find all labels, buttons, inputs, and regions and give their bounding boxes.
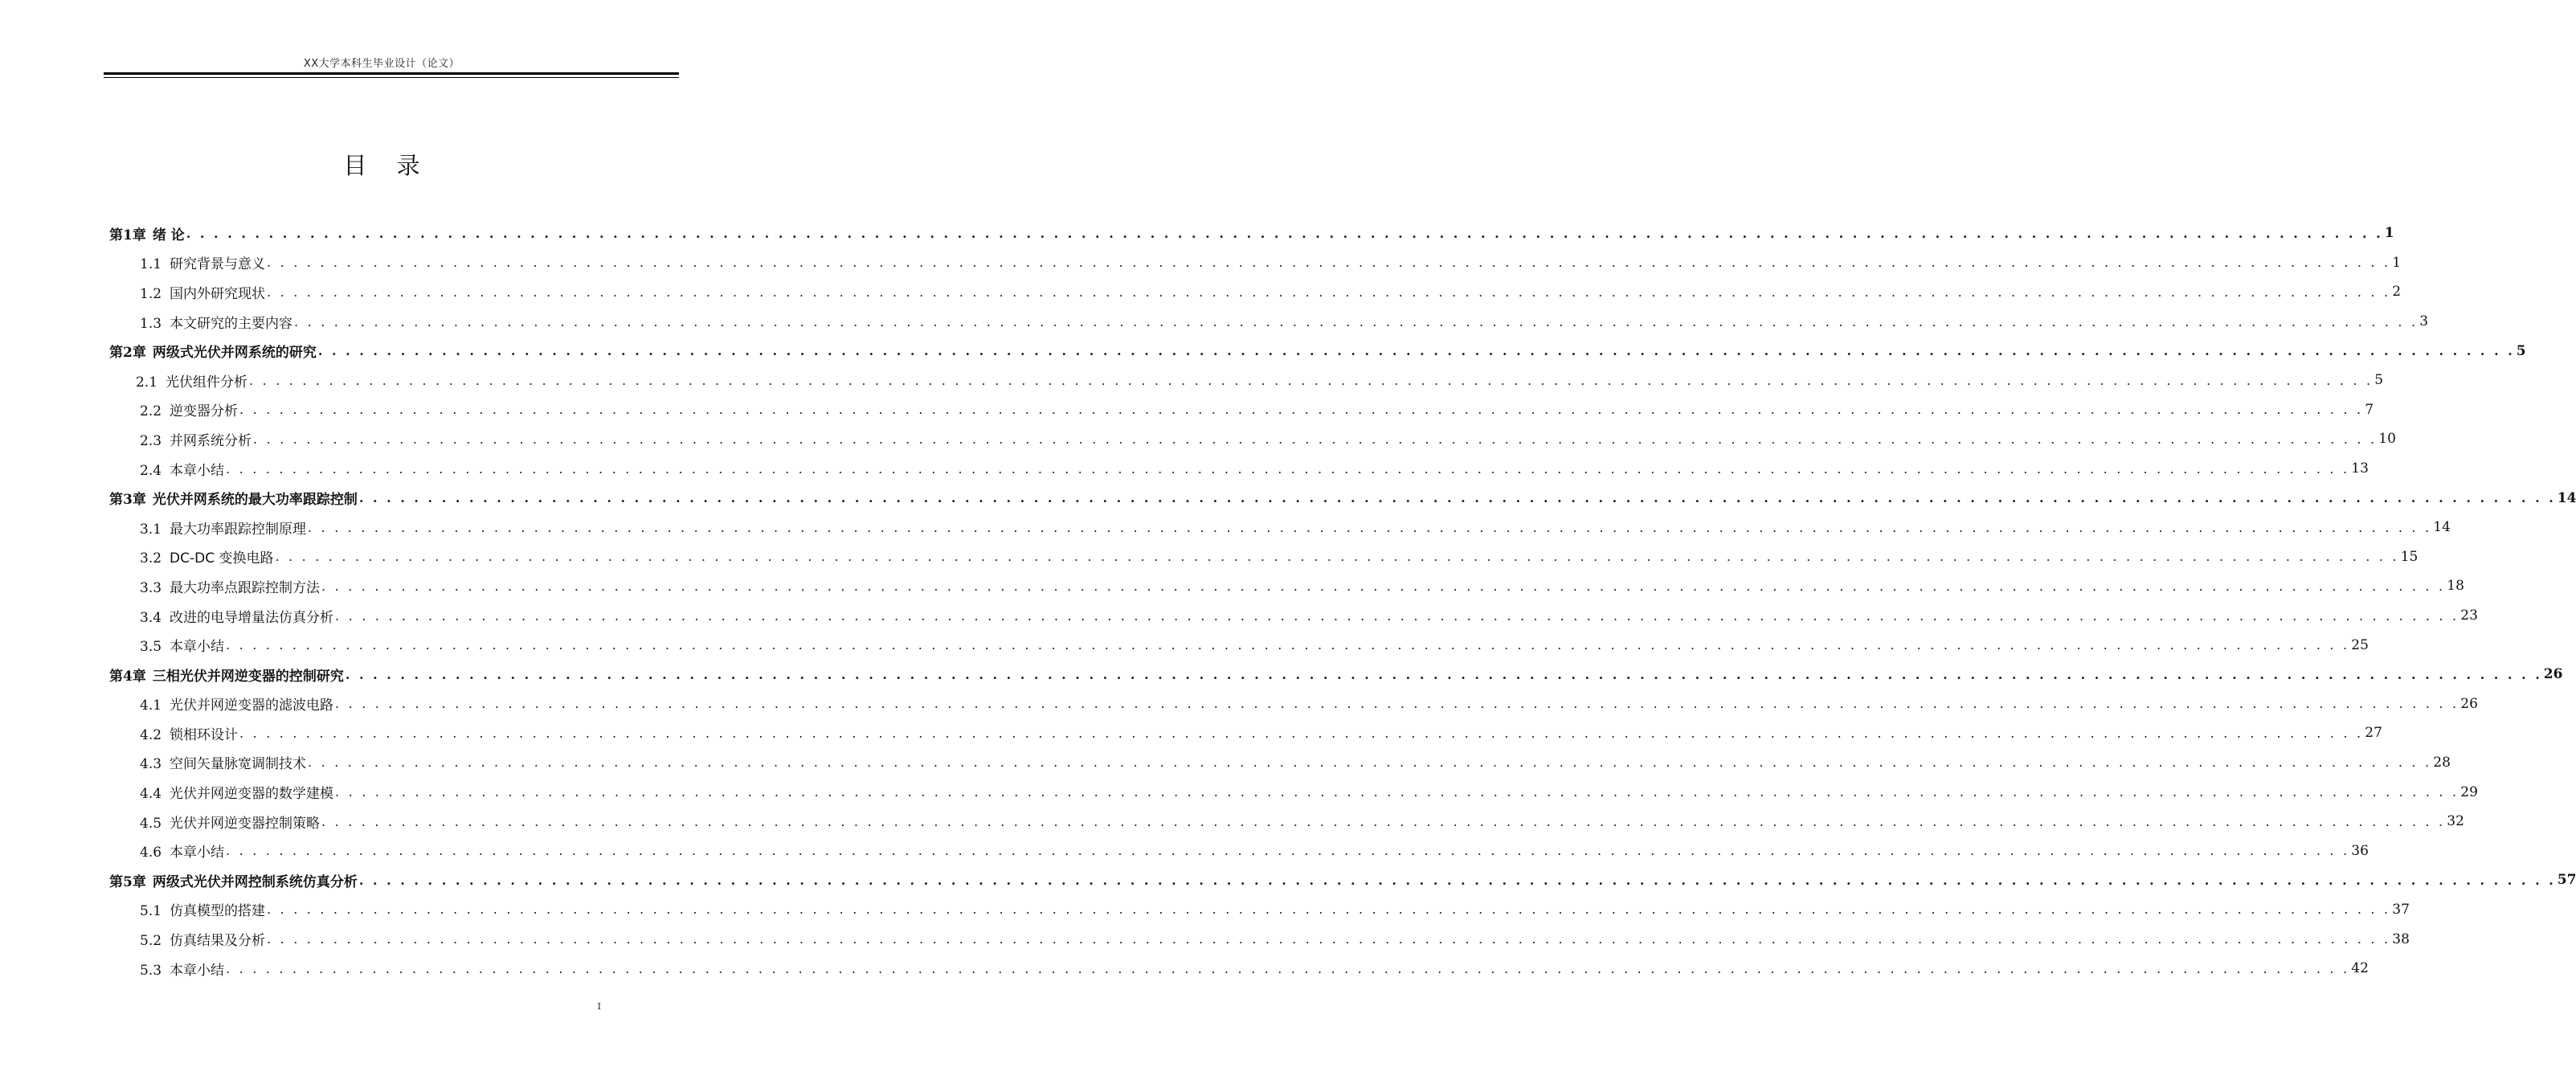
toc-entry-number: 4.1: [140, 698, 162, 714]
toc-entry-number: 4.6: [140, 845, 162, 861]
toc-leader-dots: . . . . . . . . . . . . . . . . . . . . . . . . . . . . . . . . . . . . . . . . . . . . . . . . . . . . . . . . . . . . . . . . . . . . . . . . . . . . . . . . . . . . . . . . . . . . . . . . . . . . . . . . . . . . . . . . . . . . . . . . . . . . . . . . . . . . . . . . . . . . . . . . . . . . . . . . . . . . . . . .: [335, 696, 2459, 712]
toc-leader-dots: . . . . . . . . . . . . . . . . . . . . . . . . . . . . . . . . . . . . . . . . . . . . . . . . . . . . . . . . . . . . . . . . . . . . . . . . . . . . . . . . . . . . . . . . . . . . . . . . . . . . . . . . . . . . . . . . . . . . . . . . . . . . . . . . . . . . . . . . . . . . . . . . . . . . . . . . . . . . . . . .: [308, 519, 2432, 535]
toc-entry-label: [140, 841, 224, 861]
toc-entry-page: 26: [2543, 666, 2563, 683]
toc-leader-dots: . . . . . . . . . . . . . . . . . . . . . . . . . . . . . . . . . . . . . . . . . . . . . . . . . . . . . . . . . . . . . . . . . . . . . . . . . . . . . . . . . . . . . . . . . . . . . . . . . . . . . . . . . . . . . . . . . . . . . . . . . . . . . . . . . . . . . . . . . . . . . . . . . . . . . . . . . . . . . . . .: [267, 284, 2391, 300]
toc-entry-label: [140, 635, 224, 655]
toc-leader-dots: . . . . . . . . . . . . . . . . . . . . . . . . . . . . . . . . . . . . . . . . . . . . . . . . . . . . . . . . . . . . . . . . . . . . . . . . . . . . . . . . . . . . . . . . . . . . . . . . . . . . . . . . . . . . . . . . . . . . . . . . . . . . . . . . . . . . . . . . . . . . . . . . . . . . . . . . . . . . . . . .: [345, 666, 2542, 682]
toc-entry-number: 4.2: [140, 726, 162, 743]
toc-chapter-entry[interactable]: [109, 865, 2576, 895]
toc-entry-label: [140, 899, 265, 919]
toc-entry-page: 1: [2384, 225, 2394, 242]
toc-entry-page: 57: [2557, 872, 2576, 889]
toc-entry-page: 25: [2351, 636, 2369, 653]
toc-section-entry[interactable]: [109, 748, 2451, 778]
toc-entry-label: [140, 959, 224, 979]
toc-entry-label: [140, 606, 333, 626]
toc-chapter-entry[interactable]: [109, 483, 2576, 513]
toc-entry-number: 第1章: [109, 227, 146, 243]
toc-entry-number: 5.3: [140, 962, 162, 979]
toc-entry-page: 32: [2447, 813, 2464, 830]
toc-entry-label: [140, 752, 306, 772]
toc-section-entry[interactable]: [109, 248, 2402, 278]
toc-entry-title: 光伏并网逆变器控制策略: [170, 815, 321, 832]
toc-leader-dots: . . . . . . . . . . . . . . . . . . . . . . . . . . . . . . . . . . . . . . . . . . . . . . . . . . . . . . . . . . . . . . . . . . . . . . . . . . . . . . . . . . . . . . . . . . . . . . . . . . . . . . . . . . . . . . . . . . . . . . . . . . . . . . . . . . . . . . . . . . . . . . . . . . . . . . . . . . . . . . . .: [317, 343, 2515, 359]
toc-entry-title: 仿真模型的搭建: [170, 903, 266, 920]
toc-entry-page: 14: [2557, 489, 2576, 506]
toc-entry-label: [140, 693, 333, 714]
toc-entry-label: [140, 399, 238, 419]
toc-leader-dots: . . . . . . . . . . . . . . . . . . . . . . . . . . . . . . . . . . . . . . . . . . . . . . . . . . . . . . . . . . . . . . . . . . . . . . . . . . . . . . . . . . . . . . . . . . . . . . . . . . . . . . . . . . . . . . . . . . . . . . . . . . . . . . . . . . . . . . . . . . . . . . . . . . . . . . . . . . . . . . . .: [186, 225, 2383, 241]
toc-entry-page: 2: [2392, 284, 2402, 301]
toc-leader-dots: . . . . . . . . . . . . . . . . . . . . . . . . . . . . . . . . . . . . . . . . . . . . . . . . . . . . . . . . . . . . . . . . . . . . . . . . . . . . . . . . . . . . . . . . . . . . . . . . . . . . . . . . . . . . . . . . . . . . . . . . . . . . . . . . . . . . . . . . . . . . . . . . . . . . . . . . . . . . . . . .: [253, 431, 2378, 447]
toc-entry-title: 光伏并网逆变器的滤波电路: [170, 698, 334, 714]
toc-entry-page: 15: [2400, 548, 2419, 565]
toc-section-entry[interactable]: [109, 924, 2410, 954]
toc-leader-dots: . . . . . . . . . . . . . . . . . . . . . . . . . . . . . . . . . . . . . . . . . . . . . . . . . . . . . . . . . . . . . . . . . . . . . . . . . . . . . . . . . . . . . . . . . . . . . . . . . . . . . . . . . . . . . . . . . . . . . . . . . . . . . . . . . . . . . . . . . . . . . . . . . . . . . . . . . . . . . . . .: [226, 637, 2350, 653]
header-rule-thin: [104, 77, 679, 78]
toc-entry-label: [109, 665, 344, 685]
toc-entry-title: 国内外研究现状: [170, 285, 266, 302]
toc-leader-dots: . . . . . . . . . . . . . . . . . . . . . . . . . . . . . . . . . . . . . . . . . . . . . . . . . . . . . . . . . . . . . . . . . . . . . . . . . . . . . . . . . . . . . . . . . . . . . . . . . . . . . . . . . . . . . . . . . . . . . . . . . . . . . . . . . . . . . . . . . . . . . . . . . . . . . . . . . . . . . . . .: [335, 608, 2459, 624]
toc-entry-number: 1.2: [140, 285, 162, 302]
toc-section-entry[interactable]: [109, 807, 2464, 837]
toc-section-entry[interactable]: [109, 513, 2451, 542]
toc-entry-label: [140, 546, 274, 567]
toc-section-entry[interactable]: [109, 954, 2369, 984]
toc-leader-dots: . . . . . . . . . . . . . . . . . . . . . . . . . . . . . . . . . . . . . . . . . . . . . . . . . . . . . . . . . . . . . . . . . . . . . . . . . . . . . . . . . . . . . . . . . . . . . . . . . . . . . . . . . . . . . . . . . . . . . . . . . . . . . . . . . . . . . . . . . . . . . . . . . . . . . . . . . . . . . . . .: [335, 784, 2459, 800]
toc-section-entry[interactable]: [109, 454, 2369, 484]
toc-entry-title: 光伏组件分析: [166, 374, 248, 391]
toc-leader-dots: . . . . . . . . . . . . . . . . . . . . . . . . . . . . . . . . . . . . . . . . . . . . . . . . . . . . . . . . . . . . . . . . . . . . . . . . . . . . . . . . . . . . . . . . . . . . . . . . . . . . . . . . . . . . . . . . . . . . . . . . . . . . . . . . . . . . . . . . . . . . . . . . . . . . . . . . . . . . . . . .: [226, 460, 2350, 477]
toc-entry-number: 5.2: [140, 933, 162, 950]
toc-entry-label: [140, 429, 251, 449]
toc-entry-page: 37: [2392, 901, 2410, 918]
toc-entry-number: 4.4: [140, 786, 162, 803]
toc-section-entry[interactable]: [109, 395, 2374, 425]
toc-leader-dots: . . . . . . . . . . . . . . . . . . . . . . . . . . . . . . . . . . . . . . . . . . . . . . . . . . . . . . . . . . . . . . . . . . . . . . . . . . . . . . . . . . . . . . . . . . . . . . . . . . . . . . . . . . . . . . . . . . . . . . . . . . . . . . . . . . . . . . . . . . . . . . . . . . . . . . . . . . . . . . . .: [267, 902, 2391, 918]
toc-entry-number: 5.1: [140, 903, 162, 920]
toc-leader-dots: . . . . . . . . . . . . . . . . . . . . . . . . . . . . . . . . . . . . . . . . . . . . . . . . . . . . . . . . . . . . . . . . . . . . . . . . . . . . . . . . . . . . . . . . . . . . . . . . . . . . . . . . . . . . . . . . . . . . . . . . . . . . . . . . . . . . . . . . . . . . . . . . . . . . . . . . . . . . . . . .: [358, 490, 2556, 506]
toc-entry-page: 1: [2392, 254, 2402, 271]
toc-entry-number: 2.1: [136, 374, 158, 391]
toc-entry-page: 28: [2433, 754, 2451, 771]
toc-title: 目 录: [343, 152, 431, 179]
toc-entry-label: [140, 929, 265, 949]
toc-entry-label: [140, 576, 320, 596]
toc-section-entry[interactable]: [109, 307, 2429, 337]
toc-section-entry[interactable]: [109, 571, 2464, 601]
toc-entry-title: DC-DC 变换电路: [170, 550, 274, 567]
toc-section-entry[interactable]: [109, 777, 2478, 807]
toc-entry-title: 本章小结: [170, 639, 225, 656]
toc-entry-page: 38: [2392, 931, 2410, 947]
toc-entry-title: 锁相环设计: [170, 726, 239, 743]
toc-chapter-entry[interactable]: [109, 219, 2394, 248]
toc-entry-page: 18: [2447, 578, 2464, 595]
toc-entry-number: 第5章: [109, 873, 146, 890]
toc-entry-page: 10: [2378, 431, 2396, 448]
toc-leader-dots: . . . . . . . . . . . . . . . . . . . . . . . . . . . . . . . . . . . . . . . . . . . . . . . . . . . . . . . . . . . . . . . . . . . . . . . . . . . . . . . . . . . . . . . . . . . . . . . . . . . . . . . . . . . . . . . . . . . . . . . . . . . . . . . . . . . . . . . . . . . . . . . . . . . . . . . . . . . . . . . .: [308, 755, 2432, 771]
toc-section-entry[interactable]: [109, 277, 2402, 307]
toc-leader-dots: . . . . . . . . . . . . . . . . . . . . . . . . . . . . . . . . . . . . . . . . . . . . . . . . . . . . . . . . . . . . . . . . . . . . . . . . . . . . . . . . . . . . . . . . . . . . . . . . . . . . . . . . . . . . . . . . . . . . . . . . . . . . . . . . . . . . . . . . . . . . . . . . . . . . . . . . . . . . . . . .: [226, 843, 2350, 859]
toc-entry-label: [109, 341, 317, 361]
toc-entry-number: 1.1: [140, 256, 162, 273]
toc-entry-page: 27: [2365, 725, 2382, 742]
toc-leader-dots: . . . . . . . . . . . . . . . . . . . . . . . . . . . . . . . . . . . . . . . . . . . . . . . . . . . . . . . . . . . . . . . . . . . . . . . . . . . . . . . . . . . . . . . . . . . . . . . . . . . . . . . . . . . . . . . . . . . . . . . . . . . . . . . . . . . . . . . . . . . . . . . . . . . . . . . . . . . . . . . .: [267, 931, 2391, 947]
toc-section-entry[interactable]: [109, 366, 2384, 395]
toc-entry-number: 2.4: [140, 462, 162, 479]
toc-entry-number: 3.5: [140, 639, 162, 656]
toc-entry-title: 两级式光伏并网系统的研究: [152, 345, 317, 362]
toc-entry-number: 1.3: [140, 315, 162, 332]
toc-entry-label: [136, 370, 247, 391]
toc-section-entry[interactable]: [109, 718, 2382, 748]
toc-entry-page: 7: [2365, 401, 2374, 418]
toc-entry-title: 改进的电导增量法仿真分析: [170, 609, 334, 626]
toc-entry-number: 第3章: [109, 492, 146, 509]
toc-leader-dots: . . . . . . . . . . . . . . . . . . . . . . . . . . . . . . . . . . . . . . . . . . . . . . . . . . . . . . . . . . . . . . . . . . . . . . . . . . . . . . . . . . . . . . . . . . . . . . . . . . . . . . . . . . . . . . . . . . . . . . . . . . . . . . . . . . . . . . . . . . . . . . . . . . . . . . . . . . . . . . . .: [358, 872, 2556, 888]
toc-entry-number: 2.3: [140, 432, 162, 449]
toc-entry-title: 本文研究的主要内容: [170, 315, 293, 332]
toc-entry-title: 三相光伏并网逆变器的控制研究: [152, 668, 344, 685]
toc-entry-title: 并网系统分析: [170, 432, 252, 449]
toc-section-entry[interactable]: [109, 630, 2369, 660]
toc-section-entry[interactable]: [109, 542, 2419, 572]
toc-entry-page: 29: [2460, 783, 2478, 800]
footer-page-number: I: [597, 1001, 601, 1012]
toc-leader-dots: . . . . . . . . . . . . . . . . . . . . . . . . . . . . . . . . . . . . . . . . . . . . . . . . . . . . . . . . . . . . . . . . . . . . . . . . . . . . . . . . . . . . . . . . . . . . . . . . . . . . . . . . . . . . . . . . . . . . . . . . . . . . . . . . . . . . . . . . . . . . . . . . . . . . . . . . . . . . . . . .: [267, 255, 2391, 271]
toc-leader-dots: . . . . . . . . . . . . . . . . . . . . . . . . . . . . . . . . . . . . . . . . . . . . . . . . . . . . . . . . . . . . . . . . . . . . . . . . . . . . . . . . . . . . . . . . . . . . . . . . . . . . . . . . . . . . . . . . . . . . . . . . . . . . . . . . . . . . . . . . . . . . . . . . . . . . . . . . . . . . . . . .: [239, 725, 2364, 741]
toc-entry-title: 光伏并网逆变器的数学建模: [170, 786, 334, 803]
running-header: XX大学本科生毕业设计（论文）: [303, 58, 460, 70]
toc-list: [109, 219, 2576, 983]
toc-entry-label: [140, 252, 265, 272]
toc-entry-page: 14: [2433, 519, 2451, 536]
toc-entry-number: 4.5: [140, 815, 162, 832]
toc-entry-title: 两级式光伏并网控制系统仿真分析: [152, 873, 358, 890]
toc-section-entry[interactable]: [109, 689, 2478, 719]
toc-entry-number: 4.3: [140, 756, 162, 773]
toc-entry-label: [140, 518, 306, 538]
toc-entry-title: 本章小结: [170, 462, 225, 479]
toc-entry-title: 研究背景与意义: [170, 256, 266, 273]
toc-entry-number: 3.3: [140, 579, 162, 596]
toc-entry-page: 5: [2516, 342, 2526, 359]
toc-entry-page: 42: [2351, 960, 2369, 977]
toc-entry-label: [140, 459, 224, 479]
toc-entry-page: 5: [2374, 372, 2384, 389]
toc-entry-page: 13: [2351, 460, 2369, 477]
toc-leader-dots: . . . . . . . . . . . . . . . . . . . . . . . . . . . . . . . . . . . . . . . . . . . . . . . . . . . . . . . . . . . . . . . . . . . . . . . . . . . . . . . . . . . . . . . . . . . . . . . . . . . . . . . . . . . . . . . . . . . . . . . . . . . . . . . . . . . . . . . . . . . . . . . . . . . . . . . . . . . . . . . .: [321, 813, 2446, 829]
toc-entry-label: [140, 312, 292, 332]
toc-entry-label: [140, 782, 333, 802]
toc-entry-label: [140, 723, 238, 743]
toc-section-entry[interactable]: [109, 895, 2410, 925]
toc-leader-dots: . . . . . . . . . . . . . . . . . . . . . . . . . . . . . . . . . . . . . . . . . . . . . . . . . . . . . . . . . . . . . . . . . . . . . . . . . . . . . . . . . . . . . . . . . . . . . . . . . . . . . . . . . . . . . . . . . . . . . . . . . . . . . . . . . . . . . . . . . . . . . . . . . . . . . . . . . . . . . . . .: [239, 402, 2364, 418]
toc-entry-title: 仿真结果及分析: [170, 933, 266, 950]
toc-entry-label: [109, 223, 185, 243]
toc-entry-title: 空间矢量脉宽调制技术: [170, 756, 307, 773]
toc-chapter-entry[interactable]: [109, 336, 2526, 366]
toc-entry-title: 光伏并网系统的最大功率跟踪控制: [152, 492, 358, 509]
toc-section-entry[interactable]: [109, 601, 2478, 631]
toc-leader-dots: . . . . . . . . . . . . . . . . . . . . . . . . . . . . . . . . . . . . . . . . . . . . . . . . . . . . . . . . . . . . . . . . . . . . . . . . . . . . . . . . . . . . . . . . . . . . . . . . . . . . . . . . . . . . . . . . . . . . . . . . . . . . . . . . . . . . . . . . . . . . . . . . . . . . . . . . . . . . . . . .: [249, 372, 2374, 388]
toc-entry-title: 逆变器分析: [170, 403, 239, 420]
toc-entry-page: 26: [2460, 695, 2478, 712]
toc-entry-number: 第4章: [109, 668, 146, 685]
toc-leader-dots: . . . . . . . . . . . . . . . . . . . . . . . . . . . . . . . . . . . . . . . . . . . . . . . . . . . . . . . . . . . . . . . . . . . . . . . . . . . . . . . . . . . . . . . . . . . . . . . . . . . . . . . . . . . . . . . . . . . . . . . . . . . . . . . . . . . . . . . . . . . . . . . . . . . . . . . . . . . . . . . .: [226, 960, 2350, 976]
toc-entry-page: 36: [2351, 842, 2369, 859]
toc-leader-dots: . . . . . . . . . . . . . . . . . . . . . . . . . . . . . . . . . . . . . . . . . . . . . . . . . . . . . . . . . . . . . . . . . . . . . . . . . . . . . . . . . . . . . . . . . . . . . . . . . . . . . . . . . . . . . . . . . . . . . . . . . . . . . . . . . . . . . . . . . . . . . . . . . . . . . . . . . . . . . . . .: [275, 549, 2399, 565]
toc-entry-page: 3: [2419, 313, 2429, 330]
toc-entry-number: 3.1: [140, 521, 162, 538]
toc-entry-title: 最大功率跟踪控制原理: [170, 521, 307, 538]
toc-entry-label: [140, 282, 265, 302]
toc-section-entry[interactable]: [109, 424, 2396, 454]
toc-section-entry[interactable]: [109, 836, 2369, 865]
toc-leader-dots: . . . . . . . . . . . . . . . . . . . . . . . . . . . . . . . . . . . . . . . . . . . . . . . . . . . . . . . . . . . . . . . . . . . . . . . . . . . . . . . . . . . . . . . . . . . . . . . . . . . . . . . . . . . . . . . . . . . . . . . . . . . . . . . . . . . . . . . . . . . . . . . . . . . . . . . . . . . . . . . .: [294, 313, 2419, 329]
toc-entry-title: 绪 论: [152, 227, 185, 243]
toc-entry-number: 3.2: [140, 550, 162, 567]
toc-entry-label: [109, 870, 358, 890]
toc-entry-number: 2.2: [140, 403, 162, 420]
toc-leader-dots: . . . . . . . . . . . . . . . . . . . . . . . . . . . . . . . . . . . . . . . . . . . . . . . . . . . . . . . . . . . . . . . . . . . . . . . . . . . . . . . . . . . . . . . . . . . . . . . . . . . . . . . . . . . . . . . . . . . . . . . . . . . . . . . . . . . . . . . . . . . . . . . . . . . . . . . . . . . . . . . .: [321, 578, 2446, 594]
toc-entry-title: 最大功率点跟踪控制方法: [170, 579, 321, 596]
toc-entry-label: [140, 812, 320, 832]
toc-entry-number: 第2章: [109, 345, 146, 362]
toc-entry-number: 3.4: [140, 609, 162, 626]
toc-entry-title: 本章小结: [170, 962, 225, 979]
toc-entry-title: 本章小结: [170, 845, 225, 861]
toc-entry-page: 23: [2460, 608, 2478, 624]
header-rule-thick: [104, 72, 679, 75]
toc-entry-label: [109, 488, 358, 508]
toc-chapter-entry[interactable]: [109, 660, 2563, 689]
